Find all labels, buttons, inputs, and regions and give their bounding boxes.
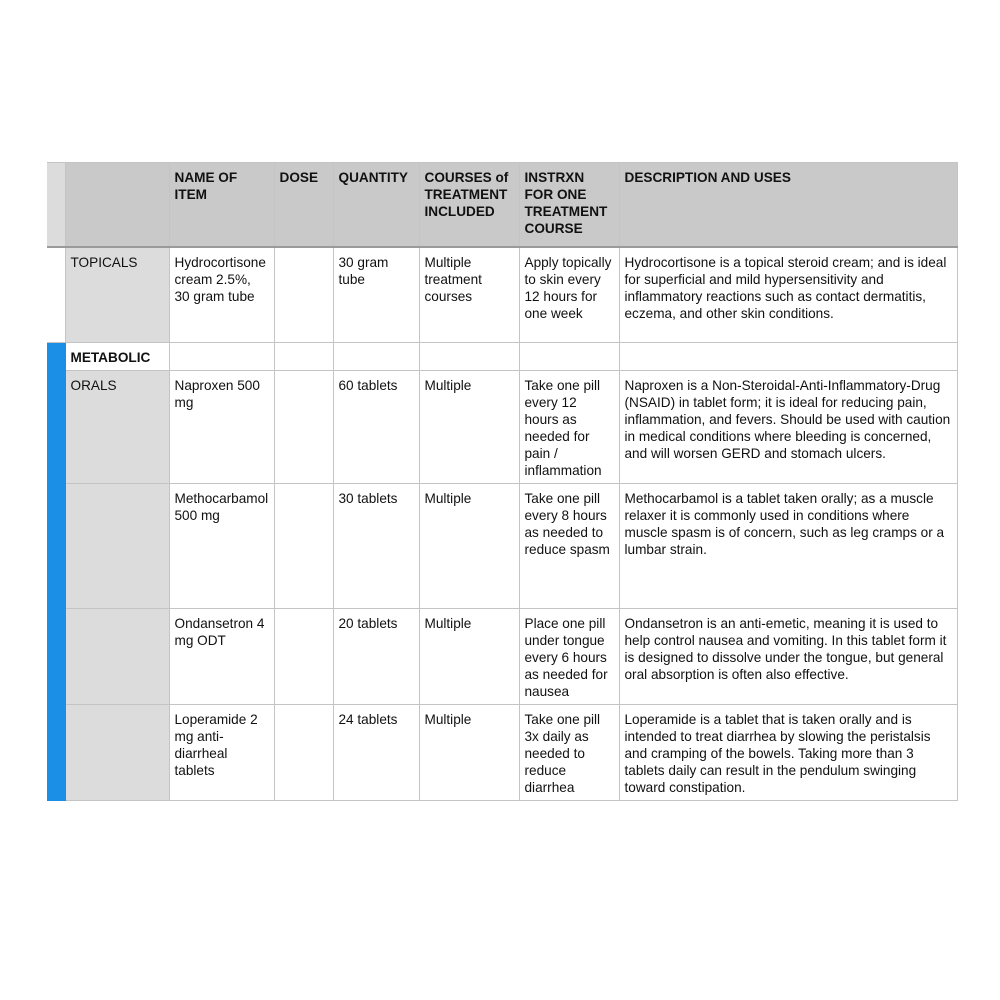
- group-metabolic: METABOLIC: [65, 343, 169, 371]
- courses-cell: Multiple treatment courses: [419, 247, 519, 343]
- courses-cell: Multiple: [419, 705, 519, 801]
- instructions-cell: Apply topically to skin every 12 hours for one week: [519, 247, 619, 343]
- header-category-cell: [65, 163, 169, 248]
- row-edge-cell: [47, 247, 65, 343]
- item-name-cell: Ondansetron 4 mg ODT: [169, 609, 274, 705]
- courses-cell: Multiple: [419, 609, 519, 705]
- table-row: [47, 609, 957, 705]
- category-cell: [65, 609, 169, 705]
- header-edge-cell: [47, 163, 65, 248]
- table-row: [47, 484, 957, 609]
- empty-cell: [519, 343, 619, 371]
- category-topicals: TOPICALS: [65, 247, 169, 343]
- item-name-cell: Hydrocortisone cream 2.5%, 30 gram tube: [169, 247, 274, 343]
- table-row: [47, 705, 957, 801]
- empty-cell: [619, 343, 957, 371]
- description-cell: Naproxen is a Non-Steroidal-Anti-Inflammatory-Drug (NSAID) in tablet form; it is ideal for reducing pain, inflammation, and fevers. Should be used with caution in medical conditions where bleeding is concerned, and will worsen GERD and stomach ulcers.: [619, 371, 957, 484]
- quantity-cell: 24 tablets: [333, 705, 419, 801]
- empty-cell: [274, 343, 333, 371]
- dose-cell: [274, 609, 333, 705]
- dose-cell: [274, 247, 333, 343]
- description-cell: Ondansetron is an anti-emetic, meaning it is used to help control nausea and vomiting. In this tablet form it is designed to dissolve under the tongue, but general oral absorption is often also effective.: [619, 609, 957, 705]
- quantity-cell: 20 tablets: [333, 609, 419, 705]
- header-courses: COURSES of TREATMENT INCLUDED: [419, 163, 519, 248]
- description-cell: Methocarbamol is a tablet taken orally; as a muscle relaxer it is commonly used in conditions where muscle spasm is of concern, such as leg cramps or a lumbar strain.: [619, 484, 957, 609]
- group-row: [47, 343, 957, 371]
- category-orals: ORALS: [65, 371, 169, 484]
- description-cell: Hydrocortisone is a topical steroid cream; and is ideal for superficial and mild hypersensitivity and inflammatory reactions such as contact dermatitis, eczema, and other skin conditions.: [619, 247, 957, 343]
- quantity-cell: 30 gram tube: [333, 247, 419, 343]
- accent-bar-cell: [47, 484, 65, 609]
- header-description: DESCRIPTION AND USES: [619, 163, 957, 248]
- item-name-cell: Loperamide 2 mg anti-diarrheal tablets: [169, 705, 274, 801]
- description-cell: Loperamide is a tablet that is taken orally and is intended to treat diarrhea by slowing the peristalsis and cramping of the bowels. Taking more than 3 tablets daily can result in the pendulum swinging toward constipation.: [619, 705, 957, 801]
- dose-cell: [274, 371, 333, 484]
- medication-table: [47, 162, 958, 801]
- instructions-cell: Place one pill under tongue every 6 hours as needed for nausea: [519, 609, 619, 705]
- quantity-cell: 30 tablets: [333, 484, 419, 609]
- table-row: [47, 247, 957, 343]
- accent-bar-cell: [47, 705, 65, 801]
- courses-cell: Multiple: [419, 371, 519, 484]
- accent-bar-cell: [47, 343, 65, 371]
- instructions-cell: Take one pill every 12 hours as needed for pain / inflammation: [519, 371, 619, 484]
- empty-cell: [419, 343, 519, 371]
- header-name-of-item: NAME OF ITEM: [169, 163, 274, 248]
- accent-bar-cell: [47, 371, 65, 484]
- category-cell: [65, 484, 169, 609]
- header-dose: DOSE: [274, 163, 333, 248]
- empty-cell: [333, 343, 419, 371]
- header-row: [47, 163, 957, 248]
- category-cell: [65, 705, 169, 801]
- dose-cell: [274, 705, 333, 801]
- header-instructions: INSTRXN FOR ONE TREATMENT COURSE: [519, 163, 619, 248]
- instructions-cell: Take one pill 3x daily as needed to reduce diarrhea: [519, 705, 619, 801]
- header-quantity: QUANTITY: [333, 163, 419, 248]
- empty-cell: [169, 343, 274, 371]
- instructions-cell: Take one pill every 8 hours as needed to reduce spasm: [519, 484, 619, 609]
- courses-cell: Multiple: [419, 484, 519, 609]
- item-name-cell: Methocarbamol 500 mg: [169, 484, 274, 609]
- quantity-cell: 60 tablets: [333, 371, 419, 484]
- table-row: [47, 371, 957, 484]
- item-name-cell: Naproxen 500 mg: [169, 371, 274, 484]
- dose-cell: [274, 484, 333, 609]
- accent-bar-cell: [47, 609, 65, 705]
